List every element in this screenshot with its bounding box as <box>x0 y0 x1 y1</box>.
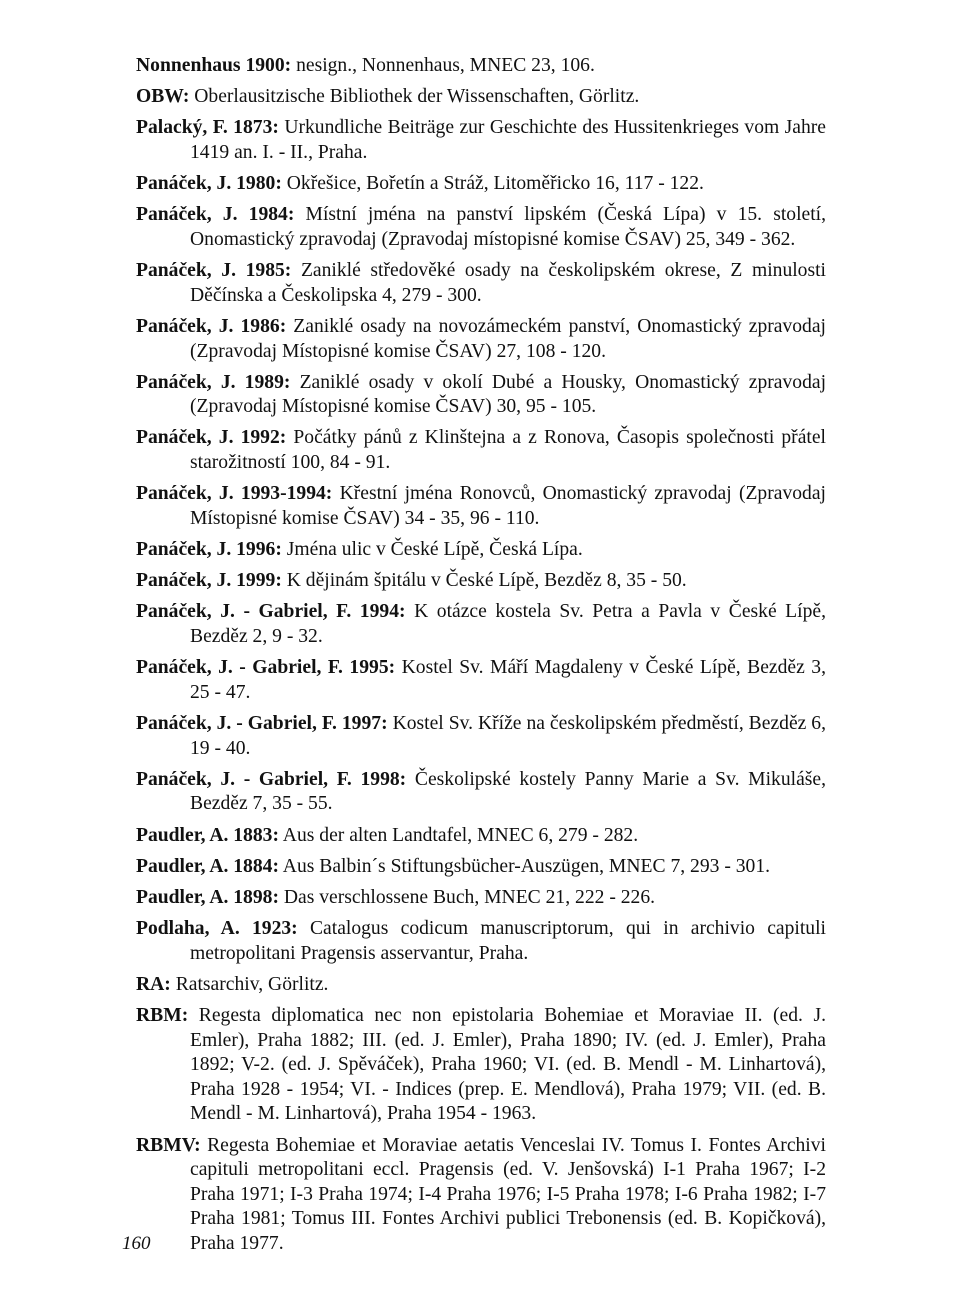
bibliography-entry <box>136 917 826 966</box>
entry-key: Panáček, J. - Gabriel, F. 1997: <box>136 712 388 734</box>
entry-text: Ratsarchiv, Görlitz. <box>170 973 329 995</box>
bibliography-entry <box>136 824 826 849</box>
entry-text: K dějinám špitálu v České Lípě, Bezděz 8, 35 - 50. <box>281 570 687 592</box>
entry-key: Paudler, A. 1883: <box>136 824 279 846</box>
entry-text: Kostel Sv. Máří Magdaleny v České Lípě, Bezděz 3, 25 - 47. <box>190 657 826 703</box>
bibliography-entry <box>136 712 826 761</box>
bibliography-entry <box>136 371 826 420</box>
bibliography-entry <box>136 203 826 252</box>
entry-key: Panáček, J. 1993-1994: <box>136 483 333 505</box>
entry-key: OBW: <box>136 86 190 108</box>
entry-text: Českolipské kostely Panny Marie a Sv. Mikuláše, Bezděz 7, 35 - 55. <box>190 768 826 815</box>
entry-key: Panáček, J. 1989: <box>136 371 291 393</box>
page-number: 160 <box>122 1233 151 1254</box>
bibliography-entry <box>136 482 826 531</box>
entry-text: Okřešice, Bořetín a Stráž, Litoměřicko 16, 117 - 122. <box>281 173 704 195</box>
entry-key: RBM: <box>136 1005 189 1027</box>
bibliography-entry <box>136 1134 826 1257</box>
bibliography-entry <box>136 1004 826 1127</box>
bibliography-list <box>136 54 826 1257</box>
entry-text: Catalogus codicum manuscriptorum, qui in archivio capituli metropolitani Pragensis asservantur, Praha. <box>190 918 826 964</box>
entry-text: Zaniklé středověké osady na českolipském okrese, Z minulosti Děčínska a Českolipska 4, 279 - 300. <box>190 260 826 306</box>
entry-key: Palacký, F. 1873: <box>136 117 279 139</box>
entry-text: Zaniklé osady v okolí Dubé a Housky, Onomastický zpravodaj (Zpravodaj Místopisné komise ČSAV) 30, 95 - 105. <box>190 371 827 418</box>
bibliography-page <box>136 54 826 1263</box>
entry-key: Panáček, J. - Gabriel, F. 1994: <box>136 601 406 623</box>
entry-text: Aus der alten Landtafel, MNEC 6, 279 - 282. <box>278 824 639 846</box>
entry-text: nesign., Nonnenhaus, MNEC 23, 106. <box>291 55 595 76</box>
entry-text: Zaniklé osady na novozámeckém panství, Onomastický zpravodaj (Zpravodaj Místopisné komise ČSAV) 27, 108 - 120. <box>190 315 826 362</box>
bibliography-entry <box>136 973 826 998</box>
bibliography-entry <box>136 538 826 563</box>
entry-key: Panáček, J. 1992: <box>136 427 287 449</box>
entry-text: Regesta Bohemiae et Moraviae aetatis Venceslai IV. Tomus I. Fontes Archivi capituli metropolitani eccl. Pragensis (ed. V. Jenšovská) I-1 Praha 1967; I-2 Praha 1971; I-3 Praha 1974; I-4 Praha 1976; I-5 Praha 1978; I-6 Praha 1982; I-7 Praha 1981; Tomus III. Fontes Archivi publici Trebonensis (ed. B. Kopičková), Praha 1977. <box>190 1134 826 1254</box>
bibliography-entry <box>136 569 826 594</box>
bibliography-entry <box>136 116 826 165</box>
entry-key: Panáček, J. 1999: <box>136 570 282 592</box>
entry-text: Urkundliche Beiträge zur Geschichte des Hussitenkrieges vom Jahre 1419 an. I. - II., Praha. <box>190 117 827 163</box>
entry-text: K otázce kostela Sv. Petra a Pavla v České Lípě, Bezděz 2, 9 - 32. <box>190 601 826 647</box>
bibliography-entry <box>136 54 826 79</box>
entry-text: Křestní jména Ronovců, Onomastický zpravodaj (Zpravodaj Místopisné komise ČSAV) 34 - 35, 96 - 110. <box>190 483 826 529</box>
bibliography-entry <box>136 768 826 817</box>
bibliography-entry <box>136 315 826 364</box>
bibliography-entry <box>136 85 826 110</box>
entry-key: Nonnenhaus 1900: <box>136 55 292 76</box>
entry-key: Panáček, J. 1986: <box>136 315 287 337</box>
entry-text: Das verschlossene Buch, MNEC 21, 222 - 226. <box>278 886 656 908</box>
bibliography-entry <box>136 886 826 911</box>
bibliography-entry <box>136 426 826 475</box>
entry-key: Panáček, J. 1984: <box>136 204 295 226</box>
bibliography-entry <box>136 172 826 197</box>
entry-text: Místní jména na panství lipském (Česká Lípa) v 15. století, Onomastický zpravodaj (Zpravodaj místopisné komise ČSAV) 25, 349 - 362. <box>190 204 827 250</box>
entry-text: Oberlausitzische Bibliothek der Wissenschaften, Görlitz. <box>189 86 640 108</box>
entry-text: Kostel Sv. Kříže na českolipském předměstí, Bezděz 6, 19 - 40. <box>190 712 826 759</box>
entry-key: Panáček, J. 1980: <box>136 173 282 195</box>
entry-key: Panáček, J. - Gabriel, F. 1995: <box>136 657 396 679</box>
entry-text: Počátky pánů z Klinštejna a z Ronova, Časopis společnosti přátel starožitností 100, 84 - 91. <box>190 427 826 474</box>
entry-key: RA: <box>136 973 171 995</box>
bibliography-entry <box>136 600 826 649</box>
entry-key: Podlaha, A. 1923: <box>136 918 298 940</box>
bibliography-entry <box>136 855 826 880</box>
entry-key: Paudler, A. 1884: <box>136 855 279 877</box>
entry-key: Panáček, J. 1996: <box>136 539 282 561</box>
bibliography-entry <box>136 259 826 308</box>
entry-key: Paudler, A. 1898: <box>136 886 279 908</box>
entry-text: Regesta diplomatica nec non epistolaria Bohemiae et Moraviae II. (ed. J. Emler), Praha 1882; III. (ed. J. Emler), Praha 1890; IV. (ed. J. Emler), Praha 1892; V-2. (ed. J. Spěváček), Praha 1960; VI. (ed. B. Mendl - M. Linhartová), Praha 1928 - 1954; VI. - Indices (prep. E. Mendlová), Praha 1979; VII. (ed. B. Mendl - M. Linhartová), Praha 1954 - 1963. <box>188 1005 826 1125</box>
entry-text: Jména ulic v České Lípě, Česká Lípa. <box>281 539 583 561</box>
entry-key: RBMV: <box>136 1134 201 1156</box>
entry-text: Aus Balbin´s Stiftungsbücher-Auszügen, MNEC 7, 293 - 301. <box>278 855 771 877</box>
bibliography-entry <box>136 656 826 705</box>
entry-key: Panáček, J. 1985: <box>136 260 292 282</box>
entry-key: Panáček, J. - Gabriel, F. 1998: <box>136 768 407 790</box>
